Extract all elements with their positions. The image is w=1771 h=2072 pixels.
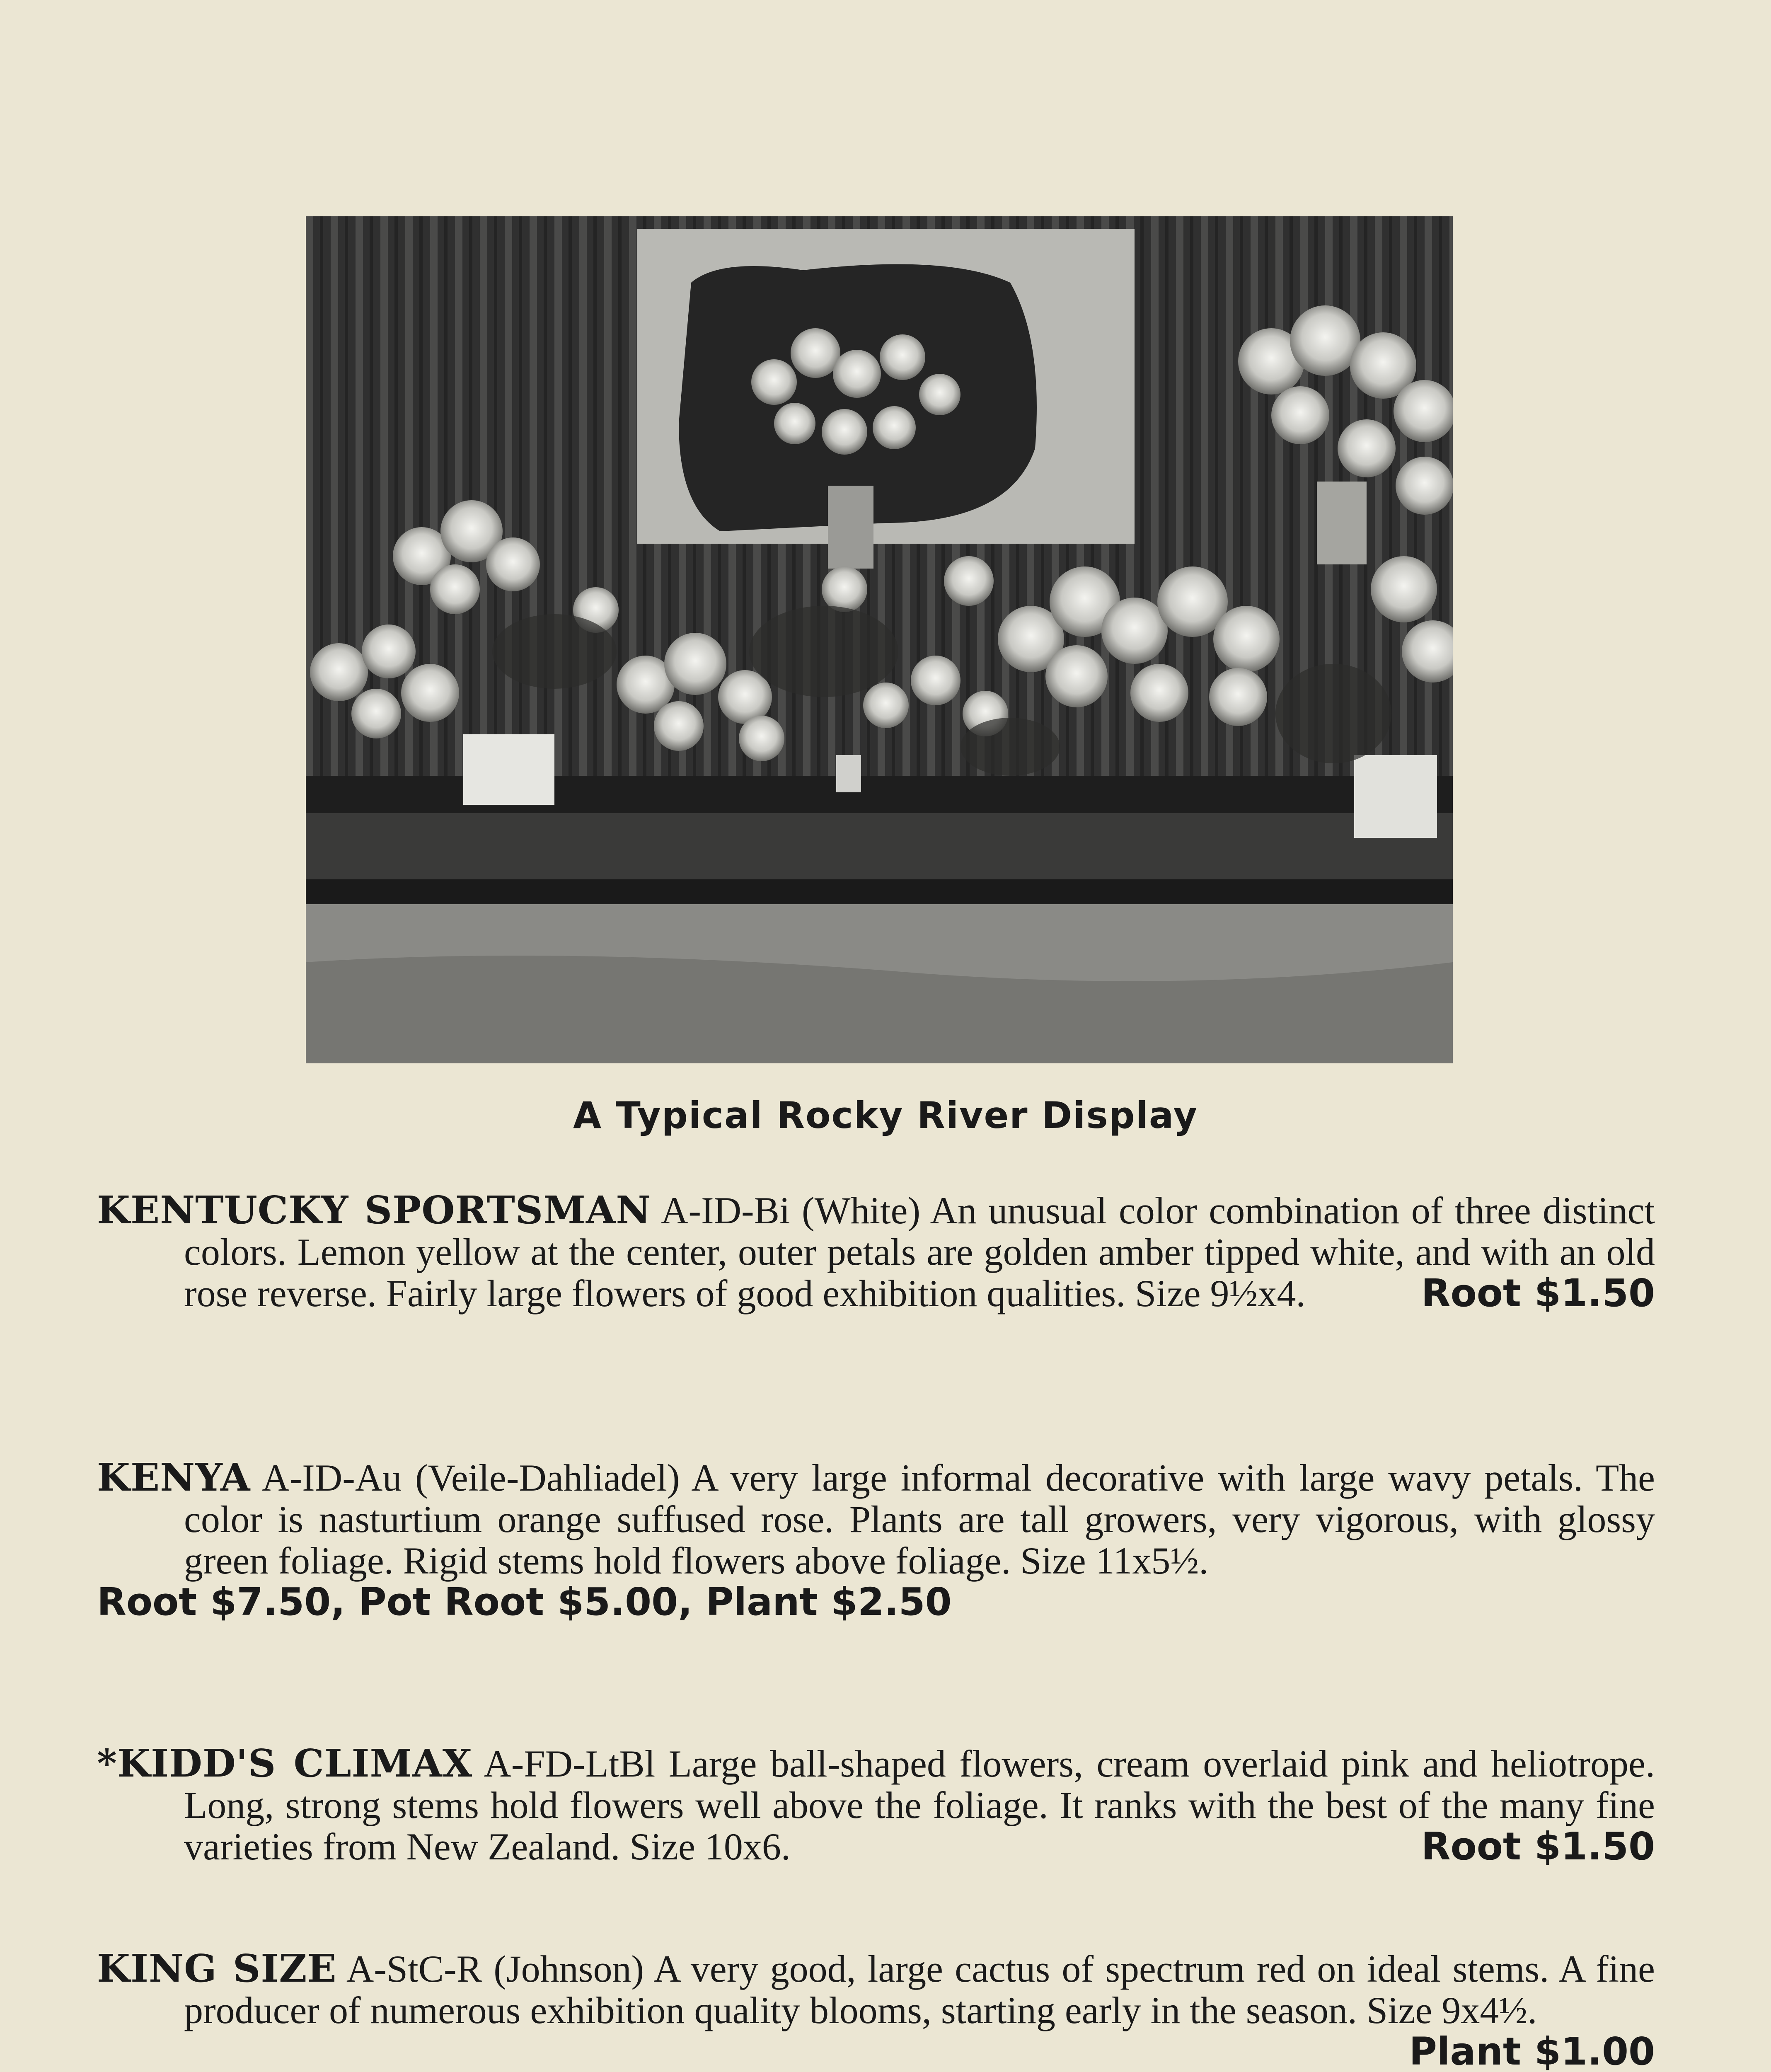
entry-text: [97, 1189, 1655, 1314]
entry-description: A-ID-Au (Veile-Dahliadel) A very large informal decorative with large wavy petals. The color is nasturtium orange suffused rose. Plants are tall growers, very vigorous, with glossy green foliage. Rigid stems hold flowers above foliage. Size 11x5½.: [184, 1457, 1655, 1582]
entry-price: Root $1.50: [1421, 1824, 1655, 1869]
entry-description: A-ID-Bi (White) An unusual color combination of three distinct colors. Lemon yellow at the center, outer petals are golden amber tipped white, and with an old rose reverse. Fairly large flowers of good exhibition qualities. Size 9½x4.: [184, 1189, 1655, 1314]
entry-description: A-StC-R (Johnson) A very good, large cactus of spectrum red on ideal stems. A fine producer of numerous exhibition quality blooms, starting early in the season. Size 9x4½.: [184, 1948, 1655, 2031]
entry-kidds-climax: [97, 1743, 1655, 1867]
entry-king-size: [97, 1948, 1655, 2072]
entry-price: Root $1.50: [1421, 1271, 1655, 1315]
entry-kenya: [97, 1457, 1655, 1623]
entry-description: A-FD-LtBl Large ball-shaped flowers, cream overlaid pink and heliotrope. Long, strong stems hold flowers well above the foliage. It ranks with the best of the many fine varieties from New Zealand. Size 10x6.: [184, 1743, 1655, 1868]
entry-text: [97, 1946, 1655, 2072]
entry-name: KING SIZE: [97, 1946, 337, 1991]
entry-name: KENYA: [97, 1455, 251, 1500]
flower-display-photo: [306, 216, 1453, 1063]
entry-name: KENTUCKY SPORTSMAN: [97, 1188, 651, 1232]
photo-illustration: [306, 216, 1453, 1063]
entry-price: Root $7.50, Pot Root $5.00, Plant $2.50: [97, 1580, 952, 1624]
entry-price: Plant $1.00: [1409, 2029, 1655, 2072]
entry-kentucky-sportsman: [97, 1189, 1655, 1314]
entry-text: [97, 1743, 1655, 1867]
photo-caption: A Typical Rocky River Display: [573, 1094, 1198, 1137]
entry-name: *KIDD'S CLIMAX: [97, 1741, 473, 1786]
entry-text: [97, 1457, 1655, 1581]
